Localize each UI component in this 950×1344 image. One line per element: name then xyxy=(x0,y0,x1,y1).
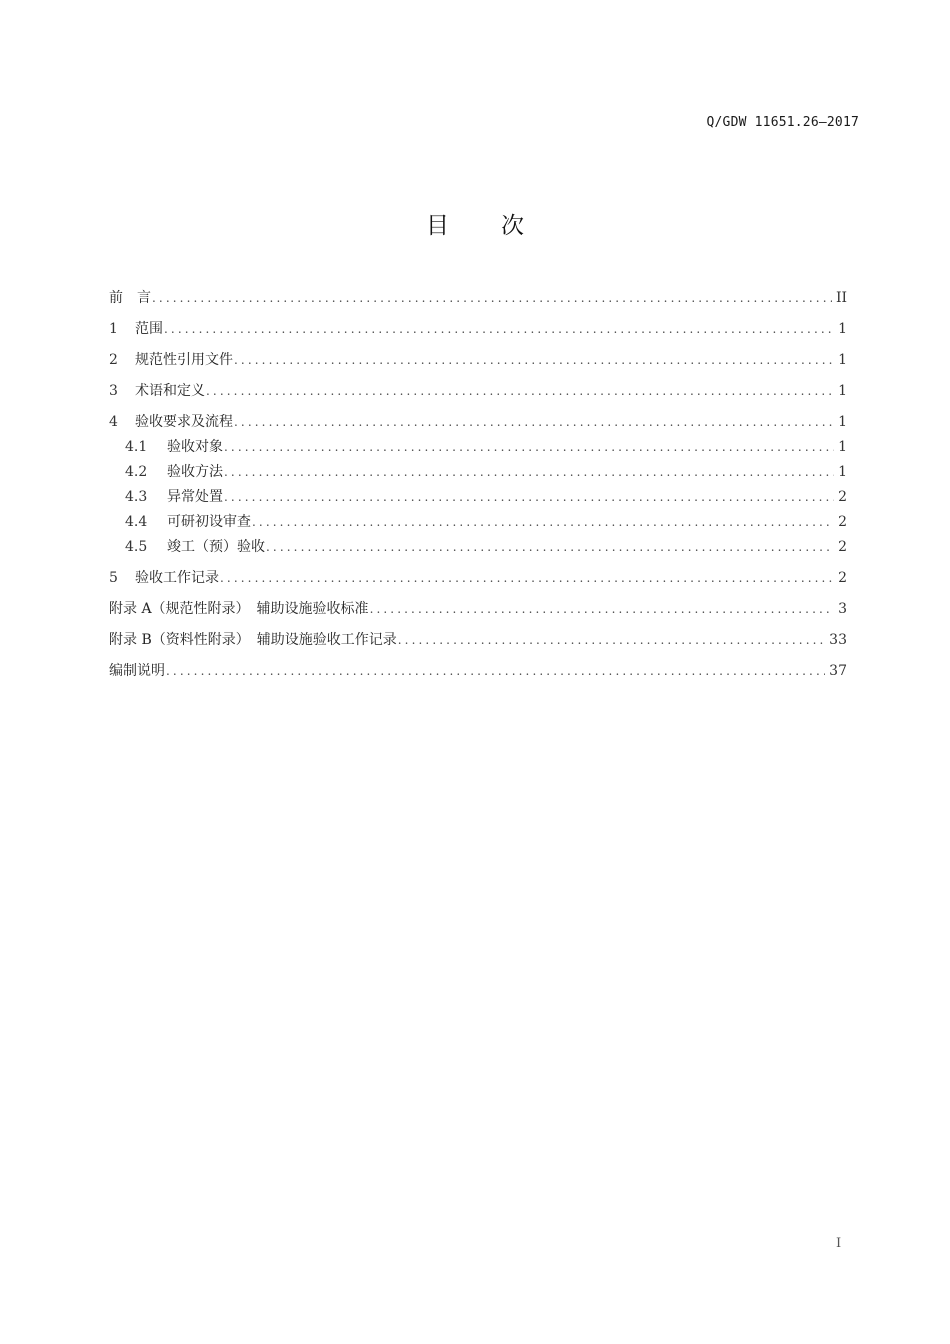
toc-entry-foreword[interactable] xyxy=(109,287,847,309)
toc-entry-number: 2 xyxy=(109,352,118,368)
toc-entry-page: 2 xyxy=(838,539,847,555)
toc-entry-number: 4.5 xyxy=(125,539,148,555)
toc-entry-label: 附录 A（规范性附录） 辅助设施验收标准 xyxy=(109,601,369,617)
toc-entry-page: 2 xyxy=(838,489,847,505)
toc-entry-number: 4.4 xyxy=(125,514,148,530)
toc-entry-label: 规范性引用文件 xyxy=(135,352,233,368)
toc-entry-page: 1 xyxy=(838,414,847,430)
toc-entry-number: 4.2 xyxy=(125,464,148,480)
toc-entry-appendix-a[interactable] xyxy=(109,598,847,620)
toc-entry-page: 1 xyxy=(838,464,847,480)
toc-entry-number: 3 xyxy=(109,383,118,399)
toc-entry-label: 验收工作记录 xyxy=(135,570,219,586)
toc-leader-dots xyxy=(220,571,834,585)
toc-leader-dots xyxy=(164,322,834,336)
toc-leader-dots xyxy=(224,440,834,454)
toc-leader-dots xyxy=(234,415,834,429)
toc-entry-page: 1 xyxy=(838,439,847,455)
toc-entry-completion-acceptance[interactable] xyxy=(125,536,847,558)
toc-entry-appendix-b[interactable] xyxy=(109,629,847,651)
toc-leader-dots xyxy=(152,291,832,305)
toc-entry-number: 5 xyxy=(109,570,118,586)
toc-entry-label: 编制说明 xyxy=(109,663,165,679)
toc-entry-page: 2 xyxy=(838,570,847,586)
toc-entry-label: 可研初设审查 xyxy=(167,514,251,530)
toc-leader-dots xyxy=(398,633,825,647)
toc-entry-scope[interactable] xyxy=(109,318,847,340)
toc-entry-number: 1 xyxy=(109,321,118,337)
toc-entry-page: 1 xyxy=(838,383,847,399)
toc-entry-label: 术语和定义 xyxy=(135,383,205,399)
toc-entry-design-review[interactable] xyxy=(125,511,847,533)
toc-entry-page: 37 xyxy=(829,663,847,679)
toc-entry-page: 1 xyxy=(838,321,847,337)
toc-entry-label: 验收要求及流程 xyxy=(135,414,233,430)
toc-entry-page: 3 xyxy=(838,601,847,617)
toc-entry-label: 附录 B（资料性附录） 辅助设施验收工作记录 xyxy=(109,632,397,648)
toc-entry-terms-definitions[interactable] xyxy=(109,380,847,402)
toc-entry-acceptance-methods[interactable] xyxy=(125,461,847,483)
toc-leader-dots xyxy=(252,515,834,529)
toc-leader-dots xyxy=(224,465,834,479)
document-code: Q/GDW 11651.26—2017 xyxy=(706,115,859,130)
toc-entry-exception-handling[interactable] xyxy=(125,486,847,508)
toc-entry-label: 异常处置 xyxy=(167,489,223,505)
toc-entry-label: 范围 xyxy=(135,321,163,337)
toc-entry-normative-references[interactable] xyxy=(109,349,847,371)
title-char-1: 目 xyxy=(426,213,449,239)
toc-entry-number: 4.3 xyxy=(125,489,148,505)
toc-leader-dots xyxy=(370,602,835,616)
title-char-2: 次 xyxy=(501,213,524,239)
toc-leader-dots xyxy=(206,384,834,398)
toc-entry-page: 2 xyxy=(838,514,847,530)
toc-entry-work-records[interactable] xyxy=(109,567,847,589)
toc-entry-acceptance-objects[interactable] xyxy=(125,436,847,458)
page-number: I xyxy=(836,1236,842,1251)
toc-entry-label: 前 言 xyxy=(109,290,151,306)
toc-leader-dots xyxy=(266,540,834,554)
toc-leader-dots xyxy=(234,353,834,367)
page-title xyxy=(0,207,950,240)
toc-leader-dots xyxy=(166,664,825,678)
toc-entry-compilation-notes[interactable] xyxy=(109,660,847,682)
toc-entry-page: 33 xyxy=(829,632,847,648)
toc-entry-requirements-process[interactable] xyxy=(109,411,847,433)
toc-entry-number: 4 xyxy=(109,414,118,430)
toc-entry-label: 验收方法 xyxy=(167,464,223,480)
toc-entry-label: 验收对象 xyxy=(167,439,223,455)
toc-entry-page: II xyxy=(835,290,847,306)
toc-leader-dots xyxy=(224,490,834,504)
toc-entry-number: 4.1 xyxy=(125,439,148,455)
toc-entry-label: 竣工（预）验收 xyxy=(167,539,265,555)
toc-entry-page: 1 xyxy=(838,352,847,368)
